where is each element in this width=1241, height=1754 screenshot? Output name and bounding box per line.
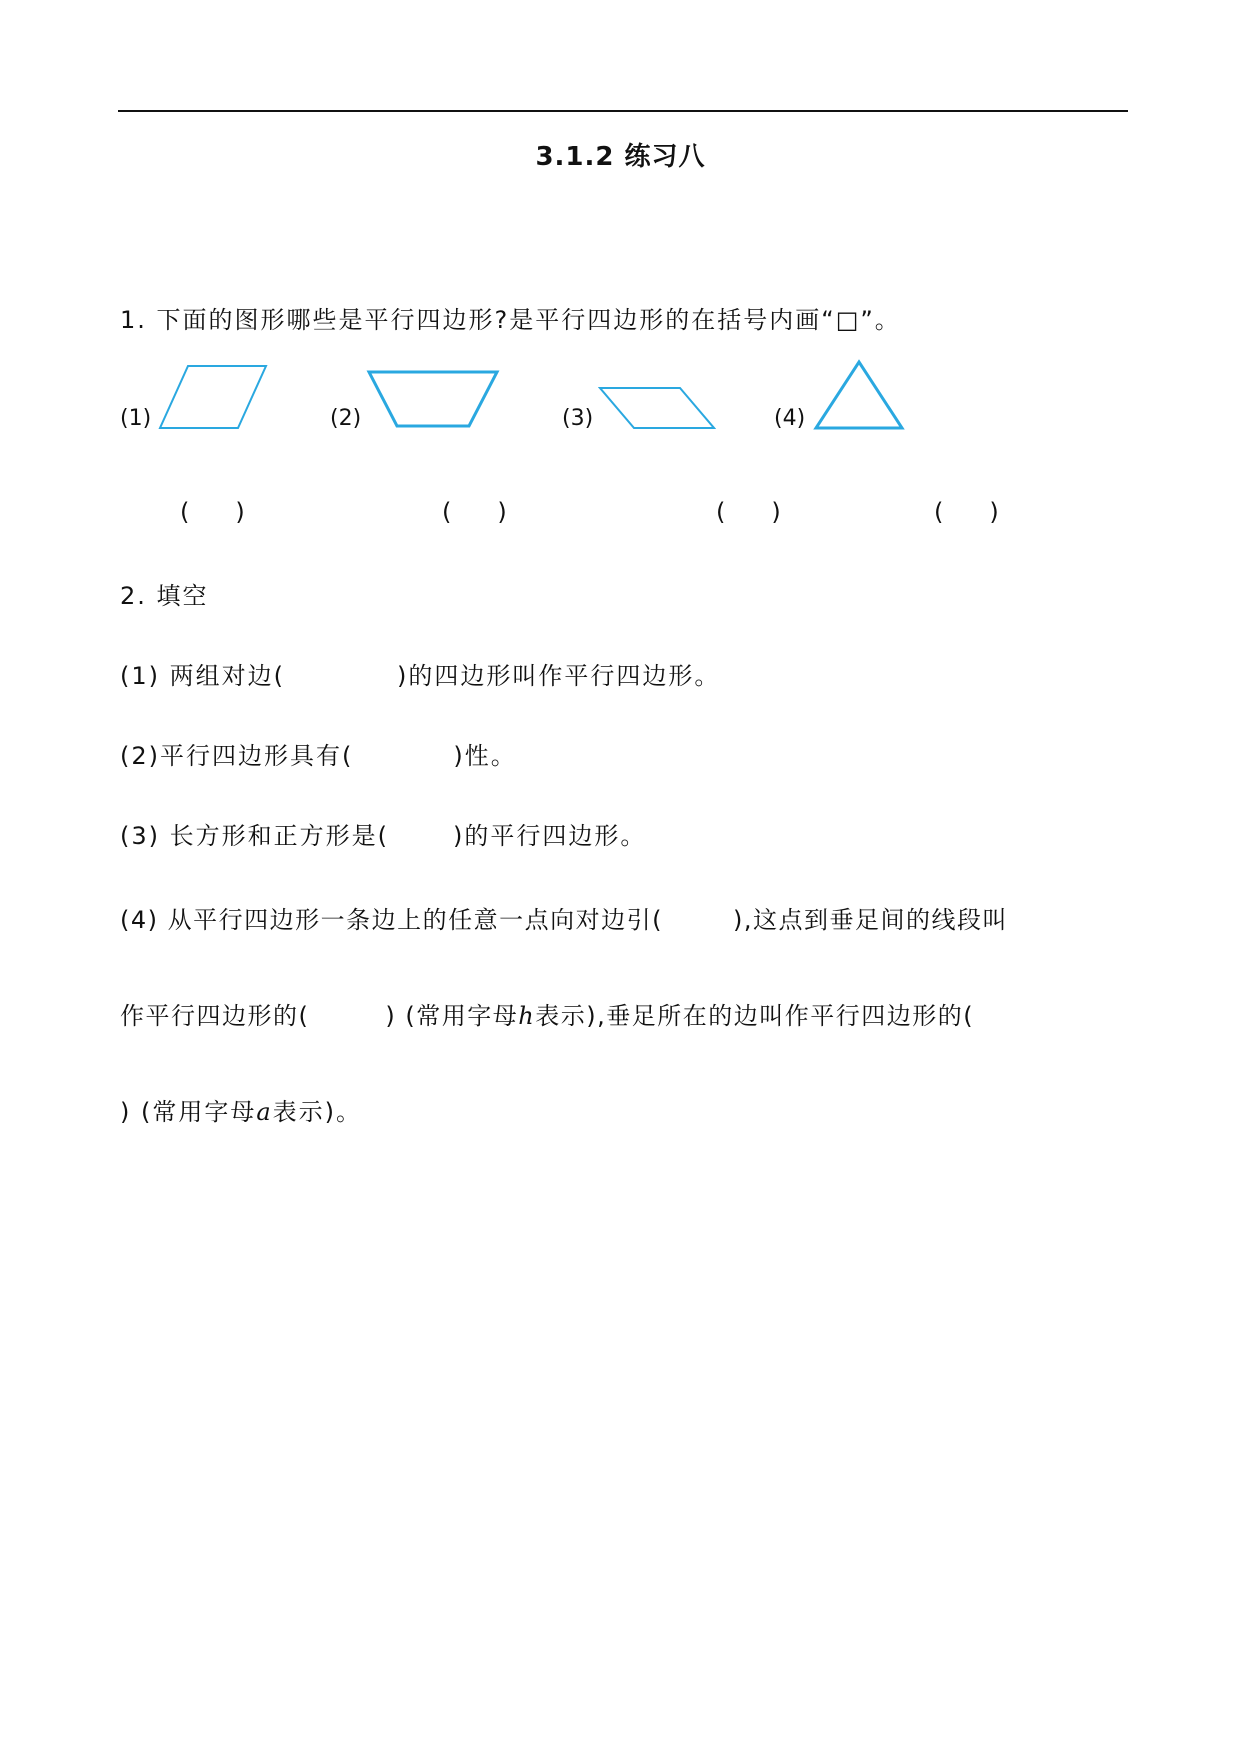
- answer-blank-1[interactable]: ( ): [180, 498, 245, 526]
- q2-item-3: (3) 长方形和正方形是( )的平行四边形。: [120, 822, 647, 850]
- figure-4-label: (4): [774, 406, 806, 431]
- figure-2-label: (2): [330, 406, 362, 431]
- answer-blank-2[interactable]: ( ): [442, 498, 507, 526]
- trapezoid-icon: [366, 368, 500, 430]
- q2-item-4-line-3: ) (常用字母a表示)。: [120, 1098, 363, 1126]
- q2-item-1: (1) 两组对边( )的四边形叫作平行四边形。: [120, 662, 721, 690]
- q2-item-4-line-1: (4) 从平行四边形一条边上的任意一点向对边引( ),这点到垂足间的线段叫: [120, 906, 1008, 934]
- header-rule: [118, 110, 1128, 112]
- parallelogram-icon: [158, 362, 270, 432]
- letter-a: a: [256, 1098, 273, 1126]
- figure-3-label: (3): [562, 406, 594, 431]
- q2-heading: 2. 填空: [120, 582, 209, 610]
- q2-item-2: (2)平行四边形具有( )性。: [120, 742, 517, 770]
- parallelogram-icon: [598, 384, 716, 432]
- triangle-icon: [812, 358, 906, 432]
- letter-h: h: [518, 1002, 536, 1030]
- page-title: 3.1.2 练习八: [535, 142, 706, 172]
- answer-blank-3[interactable]: ( ): [716, 498, 781, 526]
- q1-text: 1. 下面的图形哪些是平行四边形?是平行四边形的在括号内画“□”。: [120, 306, 901, 334]
- answer-blank-4[interactable]: ( ): [934, 498, 999, 526]
- q2-item-4-line-2: 作平行四边形的( ) (常用字母h表示),垂足所在的边叫作平行四边形的(: [120, 1002, 975, 1030]
- figure-1-label: (1): [120, 406, 152, 431]
